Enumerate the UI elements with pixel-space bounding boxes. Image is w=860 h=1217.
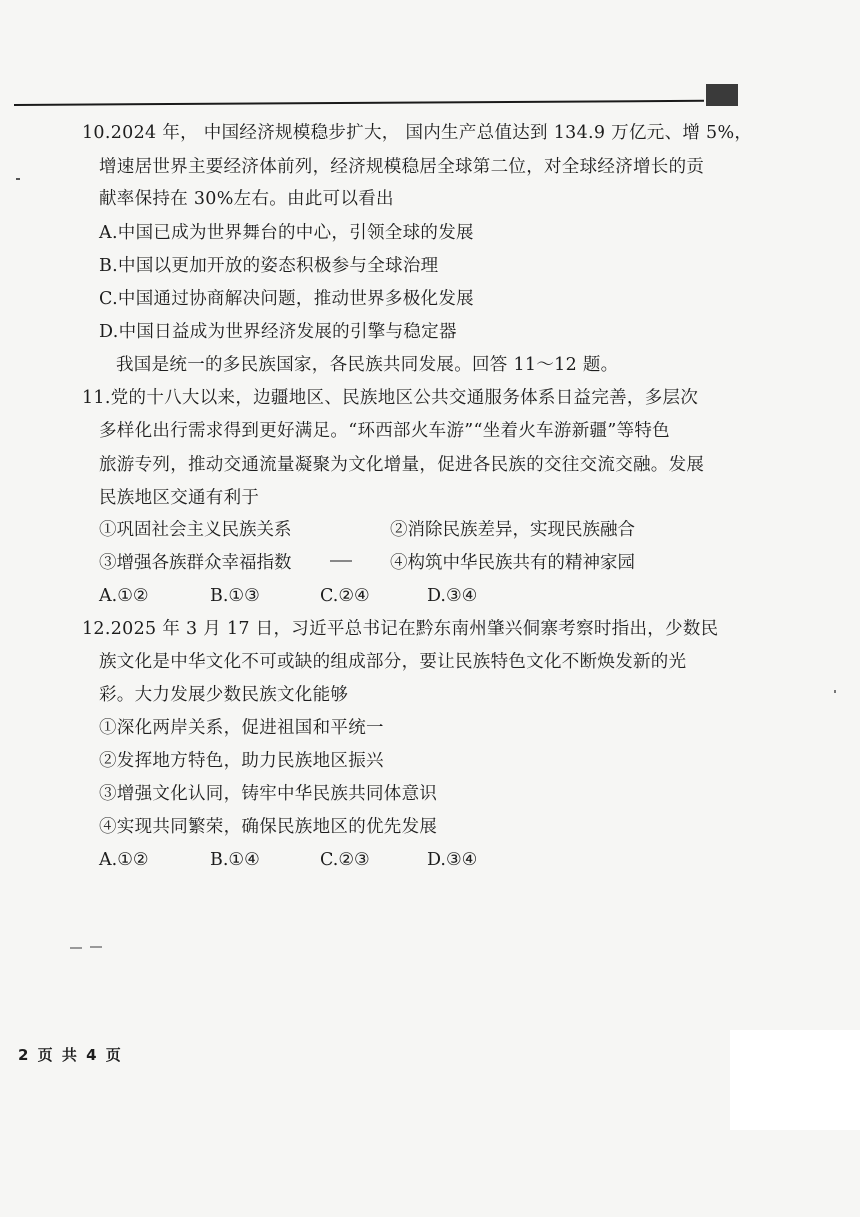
intro-11-12: 我国是统一的多民族国家，各民族共同发展。回答 11～12 题。 bbox=[116, 355, 619, 375]
q11-choice-c: C.②④ bbox=[320, 586, 370, 606]
q11-statement-2: ②消除民族差异，实现民族融合 bbox=[390, 520, 635, 540]
q12-statement-2: ②发挥地方特色，助力民族地区振兴 bbox=[99, 751, 384, 771]
q11-stem-line-3: 旅游专列，推动交通流量凝聚为文化增量，促进各民族的交往交流交融。发展 bbox=[99, 455, 705, 475]
q11-choice-d: D.③④ bbox=[427, 586, 478, 606]
q11-stem-line-4: 民族地区交通有利于 bbox=[99, 488, 260, 508]
q11-stem-line-2: 多样化出行需求得到更好满足。“环西部火车游”“坐着火车游新疆”等特色 bbox=[99, 421, 670, 441]
q12-stem-line-2: 族文化是中华文化不可或缺的组成部分，要让民族特色文化不断焕发新的光 bbox=[99, 652, 687, 672]
q11-choice-a: A.①② bbox=[99, 586, 149, 606]
q10-option-b: B.中国以更加开放的姿态积极参与全球治理 bbox=[99, 256, 439, 276]
page-footer: 2 页 共 4 页 bbox=[18, 1046, 123, 1064]
q11-statement-1: ①巩固社会主义民族关系 bbox=[99, 520, 292, 540]
q10-stem-line-1: 10.2024 年， 中国经济规模稳步扩大， 国内生产总值达到 134.9 万亿元、增 5%， bbox=[82, 123, 753, 143]
q12-choice-d: D.③④ bbox=[427, 850, 478, 870]
header-rule bbox=[14, 100, 704, 106]
q10-stem-line-2: 增速居世界主要经济体前列，经济规模稳居全球第二位，对全球经济增长的贡 bbox=[99, 157, 705, 177]
q10-option-a: A.中国已成为世界舞台的中心，引领全球的发展 bbox=[99, 223, 474, 243]
scan-speck bbox=[90, 946, 102, 948]
q11-statement-4: ④构筑中华民族共有的精神家园 bbox=[390, 553, 635, 573]
scan-speck bbox=[16, 178, 20, 180]
scan-speck bbox=[330, 560, 352, 562]
q12-choice-a: A.①② bbox=[99, 850, 149, 870]
q10-stem-line-3: 献率保持在 30%左右。由此可以看出 bbox=[99, 189, 394, 209]
q11-stem-line-1: 11.党的十八大以来，边疆地区、民族地区公共交通服务体系日益完善，多层次 bbox=[82, 388, 699, 408]
q12-statement-4: ④实现共同繁荣，确保民族地区的优先发展 bbox=[99, 817, 438, 837]
q10-option-c: C.中国通过协商解决问题，推动世界多极化发展 bbox=[99, 289, 474, 309]
q12-choice-c: C.②③ bbox=[320, 850, 370, 870]
q12-statement-1: ①深化两岸关系，促进祖国和平统一 bbox=[99, 718, 384, 738]
scan-speck bbox=[70, 947, 82, 949]
q11-statement-3: ③增强各族群众幸福指数 bbox=[99, 553, 292, 573]
q12-choice-b: B.①④ bbox=[210, 850, 260, 870]
scan-speck bbox=[834, 690, 836, 693]
q11-choice-b: B.①③ bbox=[210, 586, 260, 606]
corner-mark bbox=[706, 84, 738, 106]
scan-bright-area bbox=[730, 1030, 860, 1130]
q12-stem-line-1: 12.2025 年 3 月 17 日，习近平总书记在黔东南州肇兴侗寨考察时指出，少数民 bbox=[82, 619, 719, 639]
q12-stem-line-3: 彩。大力发展少数民族文化能够 bbox=[99, 685, 349, 705]
q12-statement-3: ③增强文化认同，铸牢中华民族共同体意识 bbox=[99, 784, 438, 804]
q10-option-d: D.中国日益成为世界经济发展的引擎与稳定器 bbox=[99, 322, 457, 342]
